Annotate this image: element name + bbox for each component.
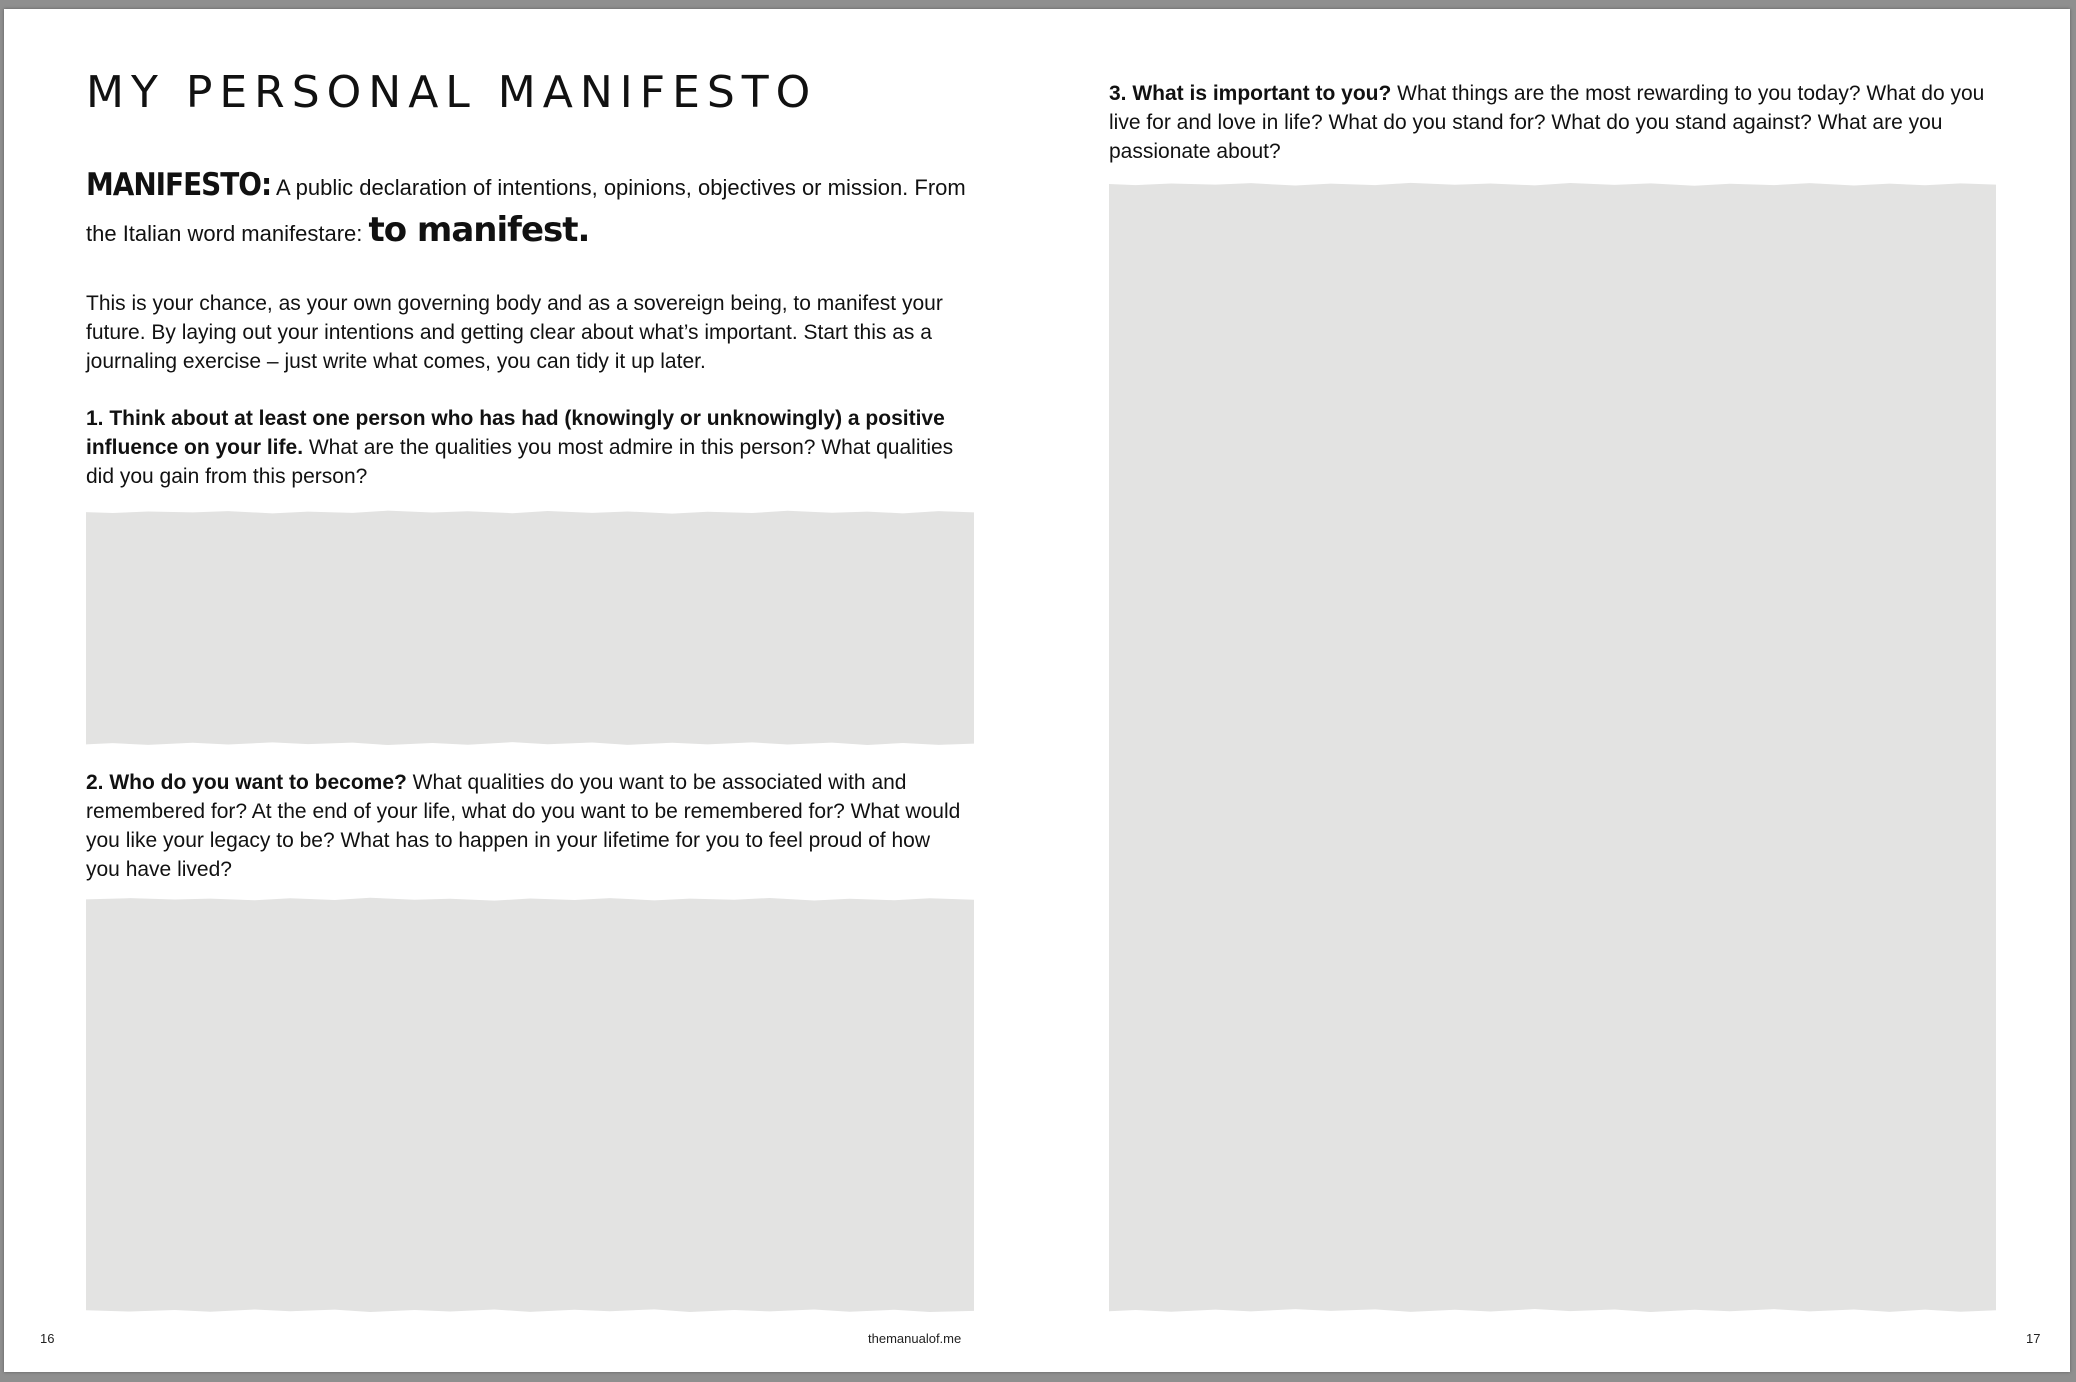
- question-2-heading: 2. Who do you want to become?: [86, 771, 407, 794]
- definition-accent: to manifest.: [368, 210, 590, 250]
- question-3-text: What things are the most rewarding to you today? What do you live for and love in life? What do you stand for? What do you stand against? What are you passionate about?: [1109, 82, 1985, 163]
- question-1-heading: 1. Think about at least one person who has had (knowingly or unknowingly) a positive influence on your life.: [86, 407, 945, 459]
- torn-edge-bottom: [86, 1301, 974, 1317]
- left-page: [4, 9, 1037, 1372]
- page-number-left: 16: [40, 1331, 55, 1346]
- question-2-text: What qualities do you want to be associated with and remembered for? At the end of your life, what do you want to be remembered for? What would you like your legacy to be? What has to happen in your lifetime for you to feel proud of how you have lived?: [86, 771, 961, 881]
- writing-area-2[interactable]: [86, 894, 974, 1316]
- question-1-text: What are the qualities you most admire in this person? What qualities did you gain from this person?: [86, 436, 954, 488]
- definition-text: A public declaration of intentions, opinions, objectives or mission. From the Italian word manifestare:: [86, 175, 966, 246]
- torn-edge-top: [1109, 175, 1996, 191]
- question-3: [1109, 79, 1994, 166]
- page-title: MY PERSONAL MANIFESTO: [86, 67, 818, 118]
- torn-edge-bottom: [86, 734, 974, 750]
- torn-edge-top: [86, 506, 974, 522]
- footer-site: themanualof.me: [868, 1331, 962, 1346]
- page-spread: [4, 9, 2070, 1372]
- right-page: [1037, 9, 2070, 1372]
- writing-area-1[interactable]: [86, 507, 974, 749]
- intro-paragraph: This is your chance, as your own governing body and as a sovereign being, to manifest your future. By laying out your intentions and getting clear about what’s important. Start this as a journaling exercise – just write what comes, you can tidy it up later.: [86, 292, 943, 373]
- question-1: [86, 404, 966, 491]
- torn-edge-bottom: [1109, 1301, 1996, 1317]
- manifesto-definition: [86, 164, 966, 255]
- page-number-right: 17: [2026, 1331, 2041, 1346]
- torn-edge-top: [86, 893, 974, 909]
- definition-term: MANIFESTO:: [86, 167, 272, 203]
- question-2: [86, 768, 966, 884]
- question-3-heading: 3. What is important to you?: [1109, 82, 1392, 105]
- writing-area-3[interactable]: [1109, 176, 1996, 1316]
